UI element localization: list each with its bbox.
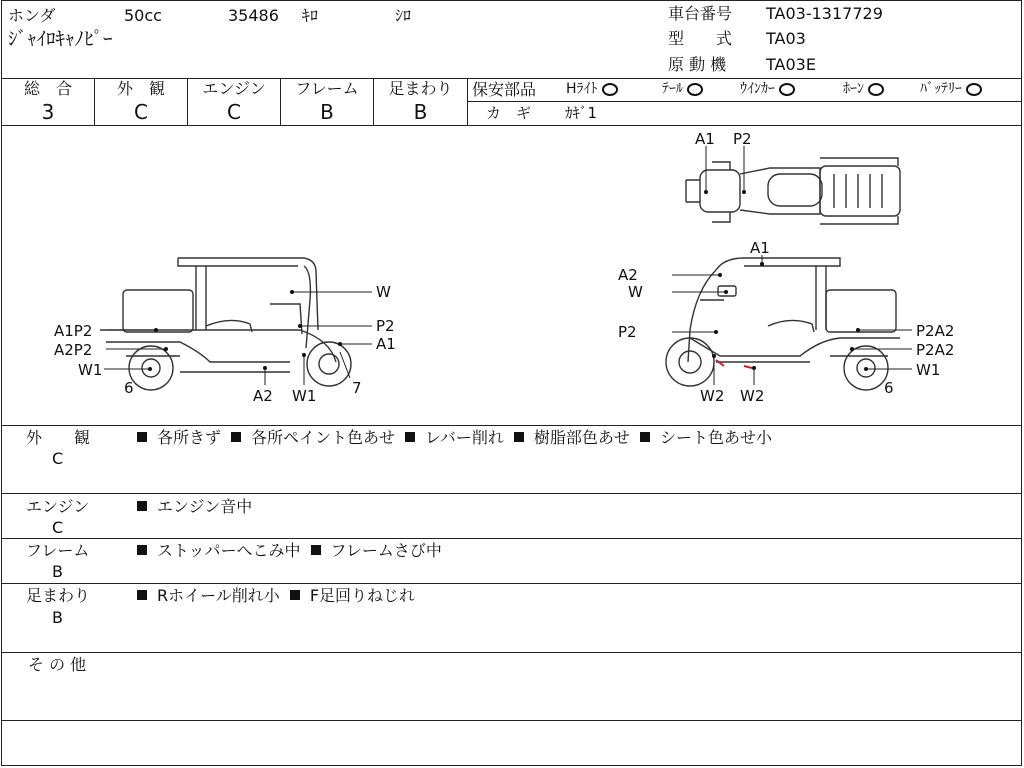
model-name: ｼﾞｬｲﾛｷｬﾉﾋﾟｰ [8,28,113,50]
mileage-unit: ｷﾛ [302,6,319,25]
notes-list [137,543,452,559]
bullet-square-icon [311,545,321,555]
label-p2-top: P2 [733,130,752,148]
scooter-top-view [686,158,900,224]
divider [1,652,1022,653]
note-item: レバー削れ [405,430,504,446]
note-item: エンジン音中 [137,499,252,515]
section-grade: B [52,608,63,627]
bullet-square-icon [137,545,147,555]
point-markers [148,190,868,371]
maker: ホンダ [8,6,56,25]
type-label: 型 式 [668,29,733,48]
section-title: 足まわり [26,586,91,605]
section-grade: C [52,518,64,537]
grade-value-engine: C [227,100,241,124]
divider [1,538,1022,539]
note-item: Rホイール削れ小 [137,588,280,604]
label-6-right: 6 [884,379,894,397]
note-item: 各所きず [137,430,221,446]
label-p2a2a-right: P2A2 [916,322,955,340]
frame-no-label: 車台番号 [668,4,733,23]
grade-label-frame: フレーム [295,79,359,98]
safety-item-headlight: Hﾗｲﾄ [566,82,618,96]
engine-label: 原 動 機 [668,55,727,74]
safety-item-winker: ｳｲﾝｶｰ [740,82,795,96]
divider [1,583,1022,584]
grade-label-engine: エンジン [202,79,266,98]
label-a2-right: A2 [618,266,638,284]
label-a2-left: A2 [253,387,273,405]
note-item: F足回りねじれ [290,588,415,604]
color: ｼﾛ [395,6,412,25]
safety-label: 保安部品 [472,80,537,99]
label-6-left: 6 [124,379,134,397]
label-w2a-right: W2 [700,387,725,405]
label-p2-right: P2 [618,323,637,341]
notes-list [137,430,782,446]
engine-value: TA03E [766,55,816,74]
section-grade: C [52,449,64,468]
safety-item-tail: ﾃｰﾙ [662,82,703,96]
label-a2p2-left: A2P2 [54,341,93,359]
bullet-square-icon [640,432,650,442]
label-p2-left: P2 [376,317,395,335]
section-title: そ の 他 [28,655,87,674]
displacement: 50cc [124,6,162,25]
bullet-square-icon [231,432,241,442]
bullet-square-icon [137,432,147,442]
bullet-square-icon [290,590,300,600]
label-w1-left: W1 [78,361,103,379]
grade-value-exterior: C [134,100,148,124]
grade-label-suspension: 足まわり [388,79,453,98]
bullet-square-icon [137,501,147,511]
label-w1b-left: W1 [292,387,317,405]
safety-item-horn: ﾎｰﾝ [843,82,884,96]
divider [1,425,1022,426]
bullet-square-icon [137,590,147,600]
label-p2a2b-right: P2A2 [916,341,955,359]
divider [1,720,1022,721]
safety-item-battery: ﾊﾞｯﾃﾘｰ [920,82,982,96]
notes-list [137,588,425,604]
mileage: 35486 [228,6,279,25]
type-value: TA03 [766,29,806,48]
section-grade: B [52,562,63,581]
bullet-square-icon [405,432,415,442]
damage-mark [716,360,752,368]
key-label: カ ギ [486,104,532,122]
label-w-left: W [376,283,391,301]
grade-label-exterior: 外 観 [116,79,165,98]
key-value: ｶｷﾞ1 [565,104,598,122]
frame-no: TA03-1317729 [766,4,883,23]
label-a1-right: A1 [750,239,770,257]
label-w1-right: W1 [916,361,941,379]
label-7-left: 7 [352,379,362,397]
note-item: 樹脂部色あせ [514,430,630,446]
divider [1,493,1022,494]
section-title: フレーム [26,541,90,560]
section-title: エンジン [26,497,90,516]
label-a1-top: A1 [695,130,715,148]
label-a1-left: A1 [376,335,396,353]
grade-value-suspension: B [413,100,428,124]
grade-value-overall: 3 [41,100,55,124]
scooter-left-view [100,258,351,390]
note-item: シート色あせ小 [640,430,772,446]
notes-list [137,499,262,515]
note-item: 各所ペイント色あせ [231,430,395,446]
note-item: ストッパーへこみ中 [137,543,301,559]
grade-value-frame: B [320,100,334,124]
section-title: 外 観 [26,428,91,447]
label-a1p2-left: A1P2 [54,322,93,340]
grade-label-overall: 総 合 [23,79,72,98]
label-w2b-right: W2 [740,387,765,405]
note-item: フレームさび中 [311,543,442,559]
label-w-right: W [628,283,643,301]
bullet-square-icon [514,432,524,442]
